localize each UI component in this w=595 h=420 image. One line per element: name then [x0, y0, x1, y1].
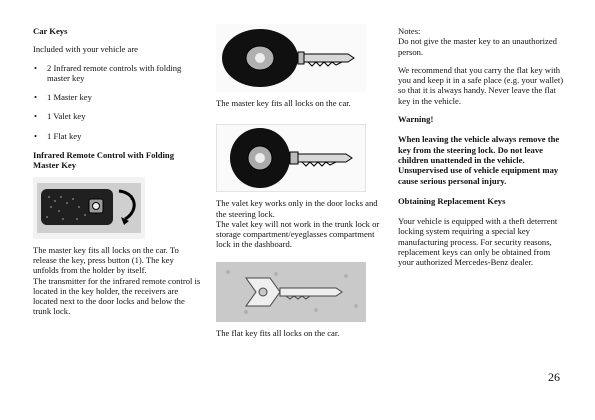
replacement-heading: Obtaining Replacement Keys: [398, 195, 506, 206]
warning-text: When leaving the vehicle always remove the key from the steering lock. Do not leave children unattended in the vehicle. Unsupervised use of vehicle equipment may cause serious personal injury.: [398, 134, 560, 186]
notes-label: Notes:: [398, 26, 421, 36]
list-item: [33, 111, 201, 121]
valet-key-caption-2: The valet key will not work in the trunk lock or storage compartment/eyeglasses compartment lock in the dashboard.: [216, 218, 380, 250]
master-key-photo: [216, 24, 366, 92]
left-column: [33, 26, 201, 325]
remote-caption-1: The master key fits all locks on the car. To release the key, press button (1). The key unfolds from the holder by itself.: [33, 244, 179, 276]
list-item: [33, 131, 201, 141]
middle-column: [216, 24, 384, 338]
list-item-label: 1 Valet key: [47, 111, 86, 122]
remote-control-heading: Infrared Remote Control with Folding Master Key: [33, 150, 174, 171]
car-keys-heading: Car Keys: [33, 26, 68, 36]
key-list: [33, 63, 201, 141]
recommend-text: We recommend that you carry the flat key with you and keep it in a safe place (e.g. your wallet) so that it is always handy. Never leave the flat key in the vehicle.: [398, 64, 564, 106]
list-item-label: 2 Infrared remote controls with folding master key: [47, 62, 182, 83]
warning-heading: Warning!: [398, 114, 434, 125]
list-item-label: 1 Master key: [47, 92, 92, 103]
list-item: [33, 63, 201, 84]
intro-text: Included with your vehicle are: [33, 44, 138, 55]
remote-key-photo: [33, 177, 145, 239]
flat-key-caption: The flat key fits all locks on the car.: [216, 327, 340, 338]
replacement-text: Your vehicle is equipped with a theft deterrent locking system requiring a special key manufacturing process. For security reasons, replacement keys can only be obtained from your authorized Mercedes-Benz dealer.: [398, 216, 558, 268]
valet-key-photo: [216, 124, 366, 192]
list-item-label: 1 Flat key: [47, 130, 82, 141]
flat-key-photo: [216, 262, 366, 322]
right-column: [398, 26, 566, 276]
figure-callout: 1: [130, 194, 134, 202]
master-key-caption: The master key fits all locks on the car.: [216, 98, 351, 108]
remote-caption-2: The transmitter for the infrared remote control is located in the key holder, the receivers are located next to the door locks and below the trunk lock.: [33, 275, 201, 317]
page-number: 26: [548, 370, 560, 384]
list-item: [33, 92, 201, 102]
notes-text: Do not give the master key to an unauthorized person.: [398, 36, 557, 57]
valet-key-caption-1: The valet key works only in the door locks and the steering lock.: [216, 198, 378, 219]
